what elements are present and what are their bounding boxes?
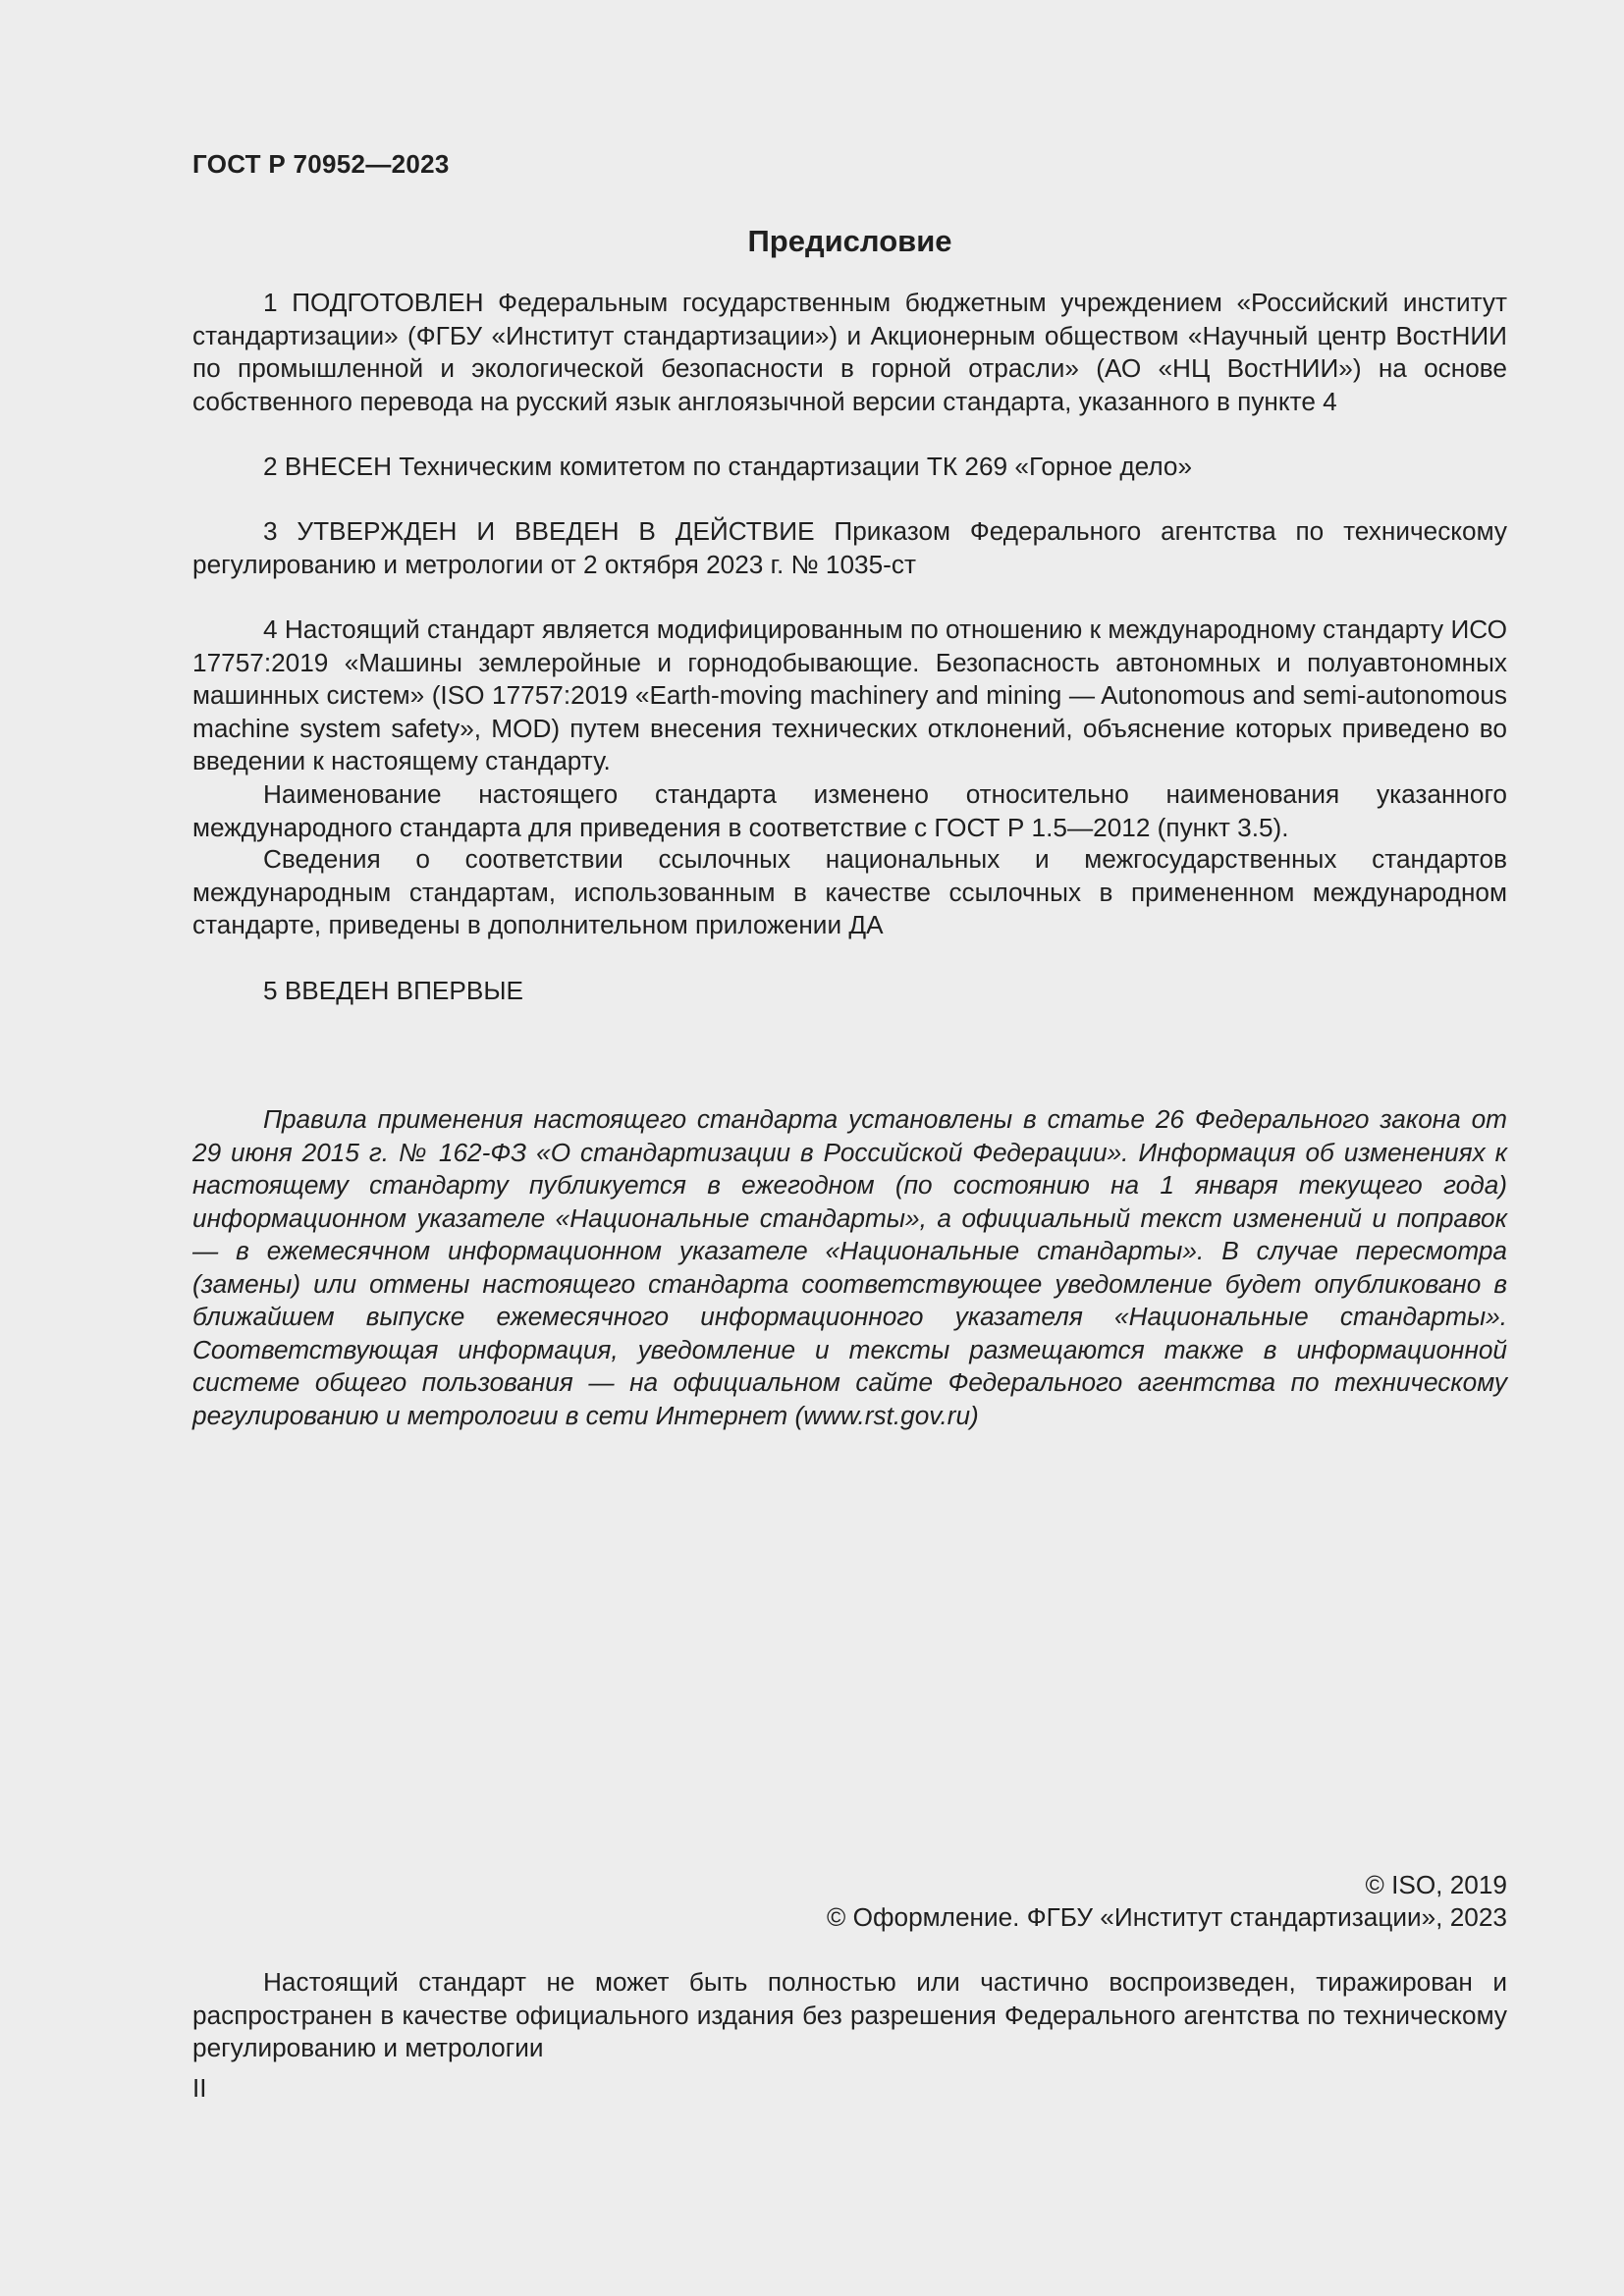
reproduction-notice: Настоящий стандарт не может быть полностью или частично воспроизведен, тиражирован и распространен в качестве официального издания без разрешения Федерального агентства по техническому регулированию и метрологии: [192, 1967, 1507, 2062]
preface-item-3: 3 УТВЕРЖДЕН И ВВЕДЕН В ДЕЙСТВИЕ Приказом Федерального агентства по техническому регулированию и метрологии от 2 октября 2023 г. № 1035-ст: [192, 516, 1507, 579]
preface-item-5: 5 ВВЕДЕН ВПЕРВЫЕ: [263, 976, 523, 1005]
copyright-iso: © ISO, 2019: [1365, 1870, 1507, 1899]
document-page: [192, 0, 1507, 2296]
copyright-design: © Оформление. ФГБУ «Институт стандартизации», 2023: [827, 1902, 1507, 1932]
page-number: II: [192, 2073, 207, 2103]
preface-item-1: 1 ПОДГОТОВЛЕН Федеральным государственным бюджетным учреждением «Российский институт стандартизации» (ФГБУ «Институт стандартизации») и Акционерным обществом «Научный центр ВостНИИ по промышленной и экологической безопасности в горной отрасли» (АО «НЦ ВостНИИ») на основе собственного перевода на русский язык англоязычной версии стандарта, указанного в пункте 4: [192, 288, 1507, 416]
page-title: Предисловие: [747, 224, 952, 258]
preface-item-2: 2 ВНЕСЕН Техническим комитетом по стандартизации ТК 269 «Горное дело»: [263, 452, 1193, 481]
standard-rules-note: Правила применения настоящего стандарта установлены в статье 26 Федерального закона от 29 июня 2015 г. № 162-ФЗ «О стандартизации в Российской Федерации». Информация об изменениях к настоящему стандарту публикуется в ежегодном (по состоянию на 1 января текущего года) информационном указателе «Национальные стандарты», а официальный текст изменений и поправок — в ежемесячном информационном указателе «Национальные стандарты». В случае пересмотра (замены) или отмены настоящего стандарта соответствующее уведомление будет опубликовано в ближайшем выпуске ежемесячного информационного указателя «Национальные стандарты». Соответствующая информация, уведомление и тексты размещаются также в информационной системе общего пользования — на официальном сайте Федерального агентства по техническому регулированию и метрологии в сети Интернет (www.rst.gov.ru): [192, 1104, 1507, 1430]
preface-item-4: 4 Настоящий стандарт является модифицированным по отношению к международному стандарту ИСО 17757:2019 «Машины землеройные и горнодобывающие. Безопасность автономных и полуавтономных машинных систем» (ISO 17757:2019 «Earth-moving machinery and mining — Autonomous and semi-autonomous machine system safety», MOD) путем внесения технических отклонений, объяснение которых приведено во введении к настоящему стандарту.: [192, 614, 1507, 775]
document-code: ГОСТ Р 70952—2023: [192, 149, 450, 179]
preface-item-4-references-note: Сведения о соответствии ссылочных национальных и межгосударственных стандартов международным стандартам, использованным в качестве ссылочных в примененном международном стандарте, приведены в дополнительном приложении ДА: [192, 844, 1507, 939]
preface-item-4-naming-note: Наименование настоящего стандарта изменено относительно наименования указанного международного стандарта для приведения в соответствие с ГОСТ Р 1.5—2012 (пункт 3.5).: [192, 779, 1507, 842]
